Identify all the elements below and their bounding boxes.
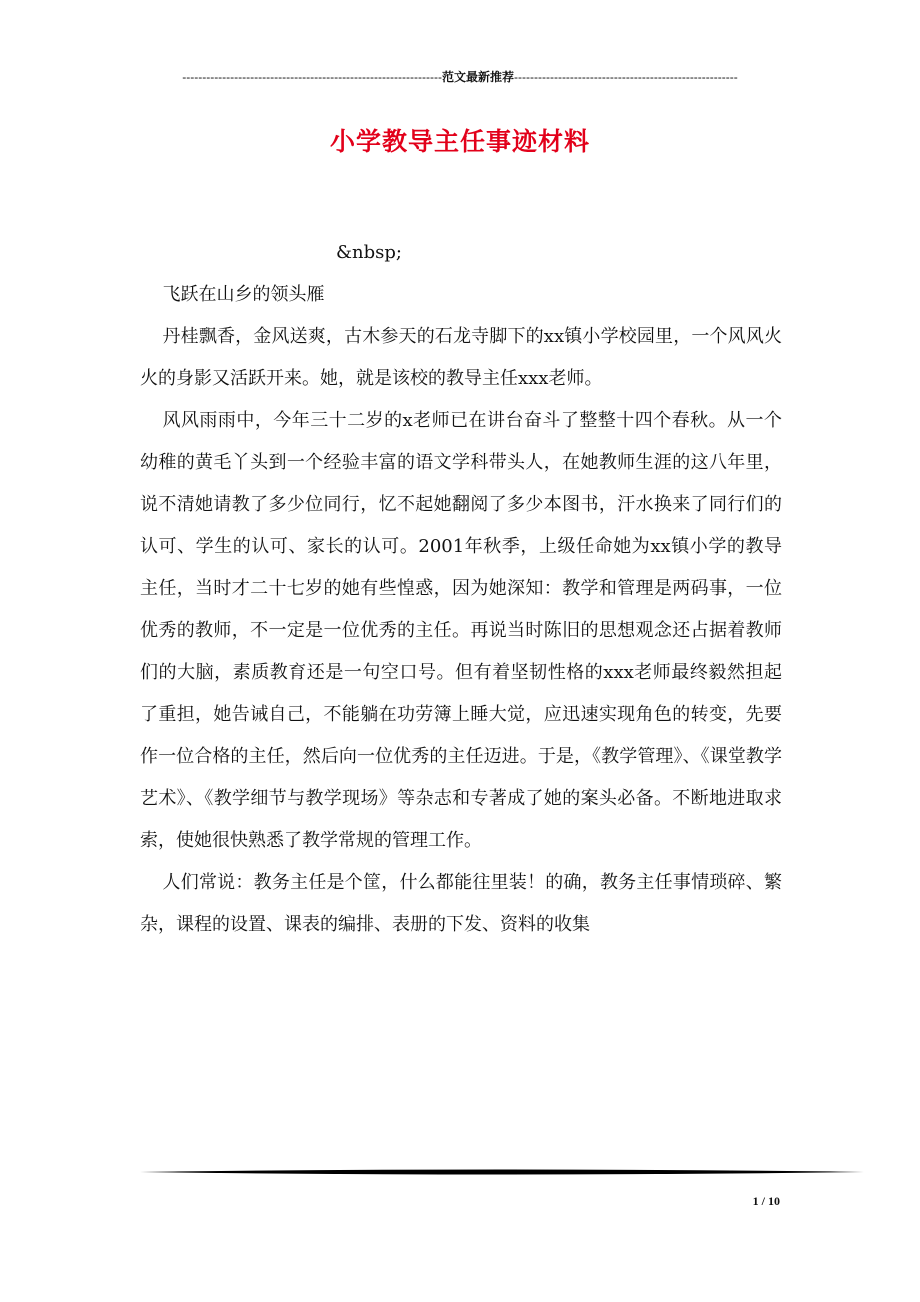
paragraph-1: 丹桂飘香，金风送爽，古木参天的石龙寺脚下的xx镇小学校园里，一个风风火火的身影又活跃开来。她，就是该校的教导主任xxx老师。 — [140, 326, 782, 389]
header-dashes-right: -------------------------------------------------------- — [513, 70, 738, 84]
document-title: 小学教导主任事迹材料 — [329, 127, 590, 156]
paragraph-2: 风风雨雨中，今年三十二岁的x老师已在讲台奋斗了整整十四个春秋。从一个幼稚的黄毛丫头到一个经验丰富的语文学科带头人，在她教师生涯的这八年里，说不清她请教了多少位同行，忆不起她翻阅了多少本图书，汗水换来了同行们的认可、学生的认可、家长的认可。2001年秋季，上级任命她为xx镇小学的教导主任，当时才二十七岁的她有些惶惑，因为她深知：教学和管理是两码事，一位优秀的教师，不一定是一位优秀的主任。再说当时陈旧的思想观念还占据着教师们的大脑，素质教育还是一句空口号。但有着坚韧性格的xxx老师最终毅然担起了重担，她告诫自己，不能躺在功劳簿上睡大觉，应迅速实现角色的转变，先要作一位合格的主任，然后向一位优秀的主任迈进。于是，《教学管理》、《课堂教学艺术》、《教学细节与教学现场》等杂志和专著成了她的案头必备。不断地进取求索，使她很快熟悉了教学常规的管理工作。 — [140, 410, 782, 851]
document-body — [140, 232, 782, 946]
document-subtitle: 飞跃在山乡的领头雁 — [162, 284, 325, 305]
page-header — [140, 70, 780, 84]
paragraph-3: 人们常说：教务主任是个筐，什么都能往里装！的确，教务主任事情琐碎、繁杂，课程的设置、课表的编排、表册的下发、资料的收集 — [140, 872, 782, 935]
header-dashes-left: ----------------------------------------------------------------- — [182, 70, 442, 84]
header-tag: 范文最新推荐 — [441, 70, 514, 84]
page-number: 1 / 10 — [752, 1194, 780, 1208]
footer-rule — [140, 1167, 864, 1177]
nbsp-line: &nbsp; — [336, 242, 402, 263]
